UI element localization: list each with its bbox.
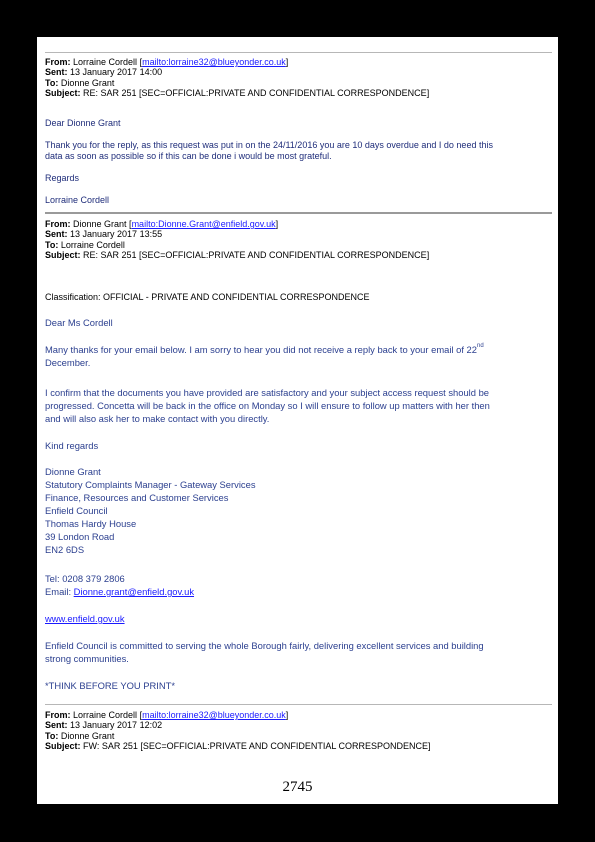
website-link[interactable]: www.enfield.gov.uk [45, 613, 125, 624]
think-before-print: *THINK BEFORE YOU PRINT* [45, 680, 176, 691]
sig-address-line: Thomas Hardy House [45, 518, 137, 529]
sent-date: 13 January 2017 13:55 [70, 229, 163, 240]
page-number: 2745 [282, 779, 313, 795]
email2-para-line: Many thanks for your email below. I am sorry to hear you did not receive a reply back to your email of 22 [45, 344, 477, 355]
to-label: To: [45, 730, 59, 741]
email-link[interactable]: Dionne.grant@enfield.gov.uk [73, 586, 195, 597]
sent-label: Sent: [45, 67, 68, 78]
separator-rule [45, 704, 552, 705]
subject-text: FW: SAR 251 [SEC=OFFICIAL:PRIVATE AND CONFIDENTIAL CORRESPONDENCE] [83, 740, 431, 751]
subject-text: RE: SAR 251 [SEC=OFFICIAL:PRIVATE AND CONFIDENTIAL CORRESPONDENCE] [83, 249, 430, 260]
email2-header: From: Dionne Grant [mailto:Dionne.Grant@enfield.gov.uk] Sent: 13 January 2017 13:55 To: Lorraine Cordell Subject: RE: SAR 251 [SEC=OFFICIAL:PRIVATE AND CONFIDENTIAL CORRESPONDENCE] [45, 219, 430, 260]
to-name: Lorraine Cordell [60, 239, 125, 250]
from-mailto-link[interactable]: mailto:lorraine32@blueyonder.co.uk [142, 57, 286, 67]
ordinal-suffix: nd [476, 343, 484, 349]
email2-para-line: December. [45, 357, 91, 368]
sig-name: Dionne Grant [45, 466, 101, 477]
commitment-line: strong communities. [45, 653, 129, 664]
classification-line: Classification: OFFICIAL - PRIVATE AND CONFIDENTIAL CORRESPONDENCE [45, 292, 370, 302]
sig-address-line: 39 London Road [45, 531, 115, 542]
commitment-line: Enfield Council is committed to serving the whole Borough fairly, delivering excellent services and building [45, 640, 484, 651]
email-label: Email: [45, 586, 72, 597]
email3-header: From: Lorraine Cordell [mailto:lorraine32@blueyonder.co.uk] Sent: 13 January 2017 12:02 To: Dionne Grant Subject: FW: SAR 251 [SEC=OFFICIAL:PRIVATE AND CONFIDENTIAL CORRESPONDENCE] [45, 710, 431, 751]
from-name: Lorraine Cordell [73, 57, 138, 67]
email1-greeting: Dear Dionne Grant [45, 118, 121, 128]
from-label: From: [45, 710, 71, 720]
from-name: Lorraine Cordell [73, 710, 138, 720]
sent-label: Sent: [45, 229, 68, 240]
from-name: Dionne Grant [73, 219, 127, 229]
email1-regards: Regards [45, 173, 80, 183]
email2-contact [45, 572, 550, 598]
email1-body-line: Thank you for the reply, as this request was put in on the 24/11/2016 you are 10 days overdue and I do need this [45, 140, 493, 150]
email2-regards: Kind regards [45, 440, 99, 451]
to-label: To: [45, 239, 59, 250]
from-mailto-link[interactable]: mailto:lorraine32@blueyonder.co.uk [142, 710, 286, 720]
to-name: Dionne Grant [60, 730, 115, 741]
email2-para2 [45, 386, 550, 425]
subject-label: Subject: [45, 249, 81, 260]
email2-commitment [45, 639, 550, 665]
sent-date: 13 January 2017 14:00 [70, 67, 163, 78]
to-label: To: [45, 77, 59, 88]
from-label: From: [45, 219, 71, 229]
to-name: Dionne Grant [60, 77, 115, 88]
email2-signature-block [45, 465, 550, 556]
telephone: Tel: 0208 379 2806 [45, 573, 125, 584]
sig-title: Statutory Complaints Manager - Gateway Services [45, 479, 256, 490]
sent-date: 13 January 2017 12:02 [70, 720, 163, 731]
email1-body-line: data as soon as possible so if this can be done i would be most grateful. [45, 151, 332, 161]
sig-department: Finance, Resources and Customer Services [45, 492, 229, 503]
email2-para1 [45, 343, 550, 369]
sig-organisation: Enfield Council [45, 505, 108, 516]
email2-para-line: progressed. Concetta will be back in the office on Monday so I will ensure to follow up matters with her then [45, 400, 490, 411]
subject-label: Subject: [45, 740, 81, 751]
email1-body [45, 140, 550, 162]
from-label: From: [45, 57, 71, 67]
from-mailto-link[interactable]: mailto:Dionne.Grant@enfield.gov.uk [131, 219, 276, 229]
email2-greeting: Dear Ms Cordell [45, 317, 113, 328]
subject-text: RE: SAR 251 [SEC=OFFICIAL:PRIVATE AND CONFIDENTIAL CORRESPONDENCE] [83, 87, 430, 98]
separator-rule [45, 52, 552, 53]
website-row [45, 612, 550, 625]
email2-para-line: and will also ask her to make contact with you directly. [45, 413, 270, 424]
email2-para-line: I confirm that the documents you have provided are satisfactory and your subject access request should be [45, 387, 489, 398]
subject-label: Subject: [45, 87, 81, 98]
document-page [37, 37, 558, 804]
email1-signature: Lorraine Cordell [45, 195, 110, 205]
email1-header: From: Lorraine Cordell [mailto:lorraine32@blueyonder.co.uk] Sent: 13 January 2017 14:00 To: Dionne Grant Subject: RE: SAR 251 [SEC=OFFICIAL:PRIVATE AND CONFIDENTIAL CORRESPONDENCE] [45, 57, 430, 98]
sent-label: Sent: [45, 720, 68, 731]
sig-postcode: EN2 6DS [45, 544, 85, 555]
separator-rule [45, 212, 552, 214]
